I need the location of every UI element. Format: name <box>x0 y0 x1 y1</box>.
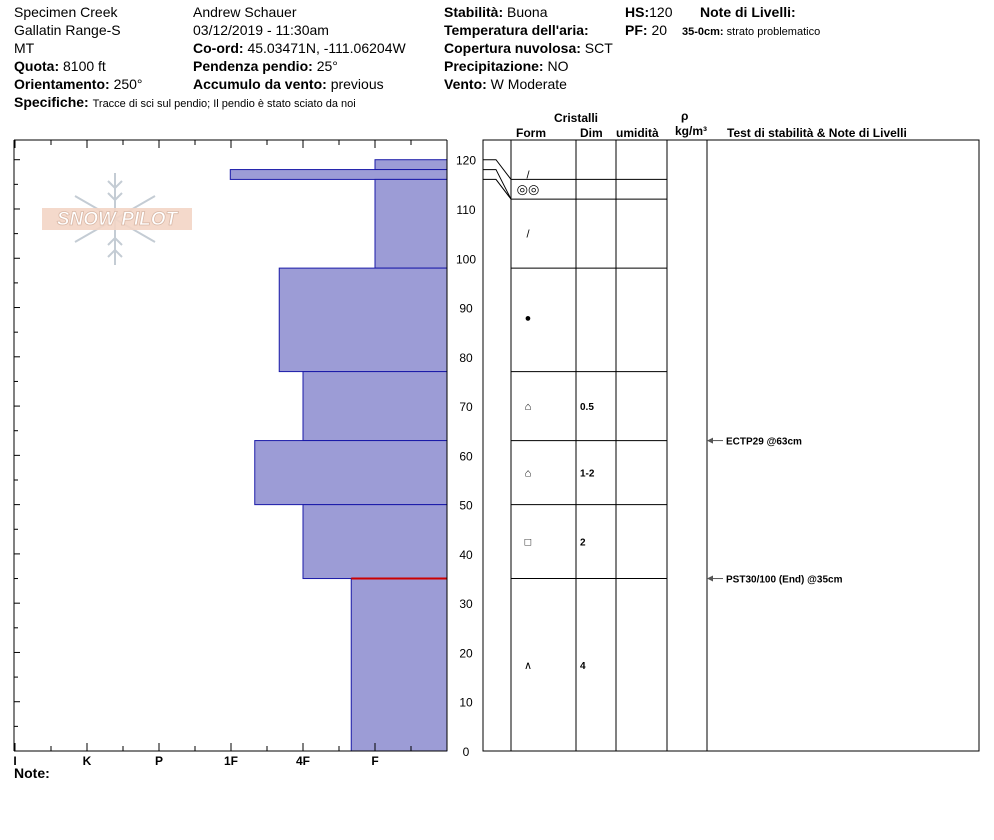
hardness-layer <box>230 170 447 180</box>
height-label: 20 <box>459 646 473 661</box>
hs-value: 120 <box>649 4 673 20</box>
cloud-label: Copertura nuvolosa: <box>444 40 581 56</box>
hs-label: HS: <box>625 4 650 20</box>
hardness-layer <box>255 441 447 505</box>
height-label: 30 <box>459 597 473 612</box>
test-label: ECTP29 @63cm <box>726 436 802 448</box>
stability-tests <box>707 437 843 586</box>
location: Specimen Creek <box>14 4 118 20</box>
coord-value: 45.03471N, -111.06204W <box>247 40 406 56</box>
quota-value: 8100 ft <box>63 58 106 74</box>
crystal-dim: 2 <box>580 537 586 549</box>
hardness-label: F <box>371 754 379 768</box>
slope-value: 25° <box>316 58 338 74</box>
crystal-form: / <box>526 228 530 241</box>
height-label: 10 <box>459 695 473 710</box>
height-label: 120 <box>455 153 477 168</box>
height-label: 100 <box>455 252 477 267</box>
crystal-dim: 0.5 <box>580 402 594 414</box>
height-label: 110 <box>456 202 476 217</box>
hardness-layer <box>303 372 447 441</box>
col-rho: ρ <box>681 109 689 123</box>
wind-value: W Moderate <box>490 76 567 92</box>
crystal-dim: 1-2 <box>580 468 595 480</box>
col-umidita: umidità <box>616 126 659 140</box>
crystal-form: / <box>526 169 530 182</box>
crystal-form: ◎◎ <box>516 181 540 197</box>
hardness-layer <box>279 268 447 371</box>
layer-note-text: strato problematico <box>726 26 821 38</box>
height-label: 50 <box>459 498 473 513</box>
height-label: 40 <box>459 547 473 562</box>
layer-note-depth: 35-0cm: <box>682 26 724 38</box>
logo-text: SNOW PILOT <box>56 209 178 230</box>
stab-label: Stabilità: <box>444 4 504 20</box>
specs-label: Specifiche: <box>14 94 89 110</box>
hardness-layer <box>303 505 447 579</box>
hardness-layer <box>375 160 447 170</box>
pf-label: PF: <box>625 22 648 38</box>
col-density-unit: kg/m³ <box>675 124 708 138</box>
hardness-layer <box>351 579 447 751</box>
hardness-label: K <box>82 754 92 768</box>
crystal-form: □ <box>524 536 532 549</box>
height-label: 80 <box>459 350 473 365</box>
col-tests: Test di stabilità & Note di Livelli <box>727 126 907 140</box>
test-label: PST30/100 (End) @35cm <box>726 574 843 586</box>
wind-load-value: previous <box>330 76 384 92</box>
specs-value: Tracce di sci sul pendio; Il pendio è stato sciato da noi <box>92 98 356 110</box>
hardness-layers <box>230 160 447 751</box>
height-label: 60 <box>459 449 473 464</box>
hardness-label: P <box>154 754 164 768</box>
pf-value: 20 <box>651 22 668 38</box>
wind-label: Vento: <box>444 76 487 92</box>
crystal-dim: 4 <box>580 660 586 672</box>
stab-value: Buona <box>507 4 548 20</box>
state: MT <box>14 40 35 56</box>
crystal-form: ⌂ <box>524 467 532 480</box>
col-dim: Dim <box>580 126 603 140</box>
col-form: Form <box>516 126 546 140</box>
test-arrowhead <box>707 576 713 582</box>
air-temp-label: Temperatura dell'aria: <box>444 22 589 38</box>
precip-value: NO <box>547 58 569 74</box>
height-axis <box>456 154 476 759</box>
col-cristalli: Cristalli <box>554 111 599 125</box>
layer-notes-label: Note di Livelli: <box>700 4 796 20</box>
height-label: 70 <box>459 400 473 415</box>
crystal-form: ∧ <box>523 659 533 672</box>
height-label: 90 <box>459 301 473 316</box>
wind-load-label: Accumulo da vento: <box>193 76 327 92</box>
hardness-label: I <box>13 754 17 768</box>
crystal-form: ⌂ <box>524 401 532 414</box>
datetime: 03/12/2019 - 11:30am <box>193 22 329 38</box>
orient-label: Orientamento: <box>14 76 110 92</box>
slope-label: Pendenza pendio: <box>193 58 313 74</box>
note-label: Note: <box>14 765 50 781</box>
crystal-form: ● <box>524 312 532 325</box>
precip-label: Precipitazione: <box>444 58 544 74</box>
cloud-value: SCT <box>584 40 613 56</box>
observer: Andrew Schauer <box>193 4 297 20</box>
hardness-label: 4F <box>295 754 311 768</box>
hardness-layer <box>375 179 447 268</box>
orient-value: 250° <box>113 76 143 92</box>
height-label: 0 <box>462 745 470 759</box>
hardness-label: 1F <box>223 754 239 768</box>
quota-label: Quota: <box>14 58 60 74</box>
layer-connector <box>483 179 511 199</box>
test-arrowhead <box>707 438 713 444</box>
coord-label: Co-ord: <box>193 40 244 56</box>
range: Gallatin Range-S <box>14 22 121 38</box>
